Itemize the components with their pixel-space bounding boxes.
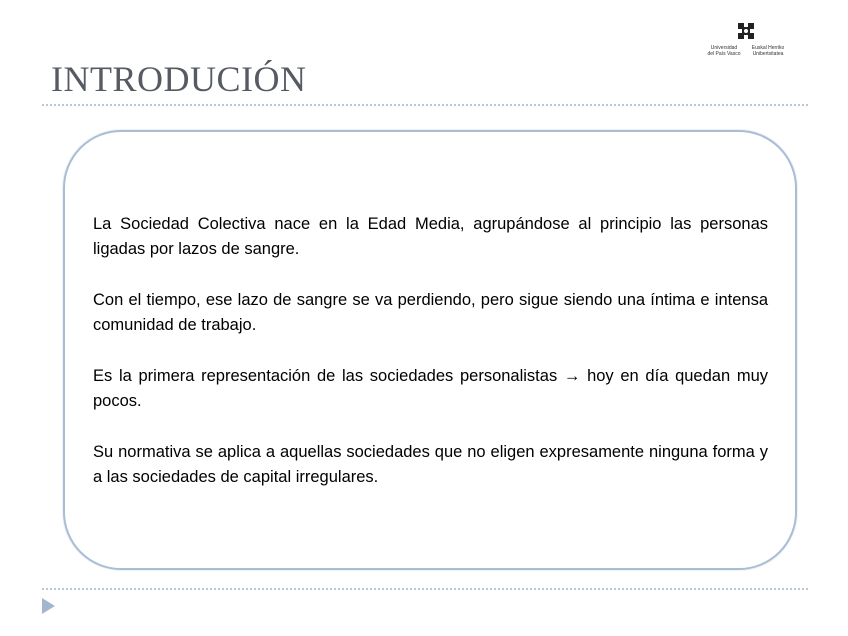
logo-line: Unibertsitatea bbox=[752, 50, 784, 57]
logo-line: del País Vasco bbox=[707, 50, 741, 57]
paragraph: La Sociedad Colectiva nace en la Edad Media, agrupándose al principio las personas ligadas por lazos de sangre. bbox=[93, 215, 768, 258]
play-triangle-icon[interactable] bbox=[42, 598, 55, 614]
paragraph: Es la primera representación de las sociedades personalistas → hoy en día quedan muy pocos. bbox=[93, 367, 768, 410]
paragraph: Su normativa se aplica a aquellas sociedades que no eligen expresamente ninguna forma y a las sociedades de capital irregulares. bbox=[93, 443, 768, 486]
logo-line: Universidad bbox=[710, 45, 738, 51]
content-text bbox=[93, 212, 768, 516]
footer-divider bbox=[42, 588, 808, 590]
logo-text-spanish bbox=[704, 46, 744, 57]
paragraph: Con el tiempo, ese lazo de sangre se va perdiendo, pero sigue siendo una íntima e intensa comunidad de trabajo. bbox=[93, 291, 768, 334]
university-logo bbox=[704, 21, 788, 61]
logo-line: Euskal Herriko bbox=[751, 45, 785, 51]
slide-title: INTRODUCIÓN bbox=[51, 59, 307, 99]
title-divider bbox=[42, 104, 808, 106]
logo-text-basque bbox=[748, 46, 788, 57]
upv-ehu-logo-icon bbox=[734, 21, 758, 41]
